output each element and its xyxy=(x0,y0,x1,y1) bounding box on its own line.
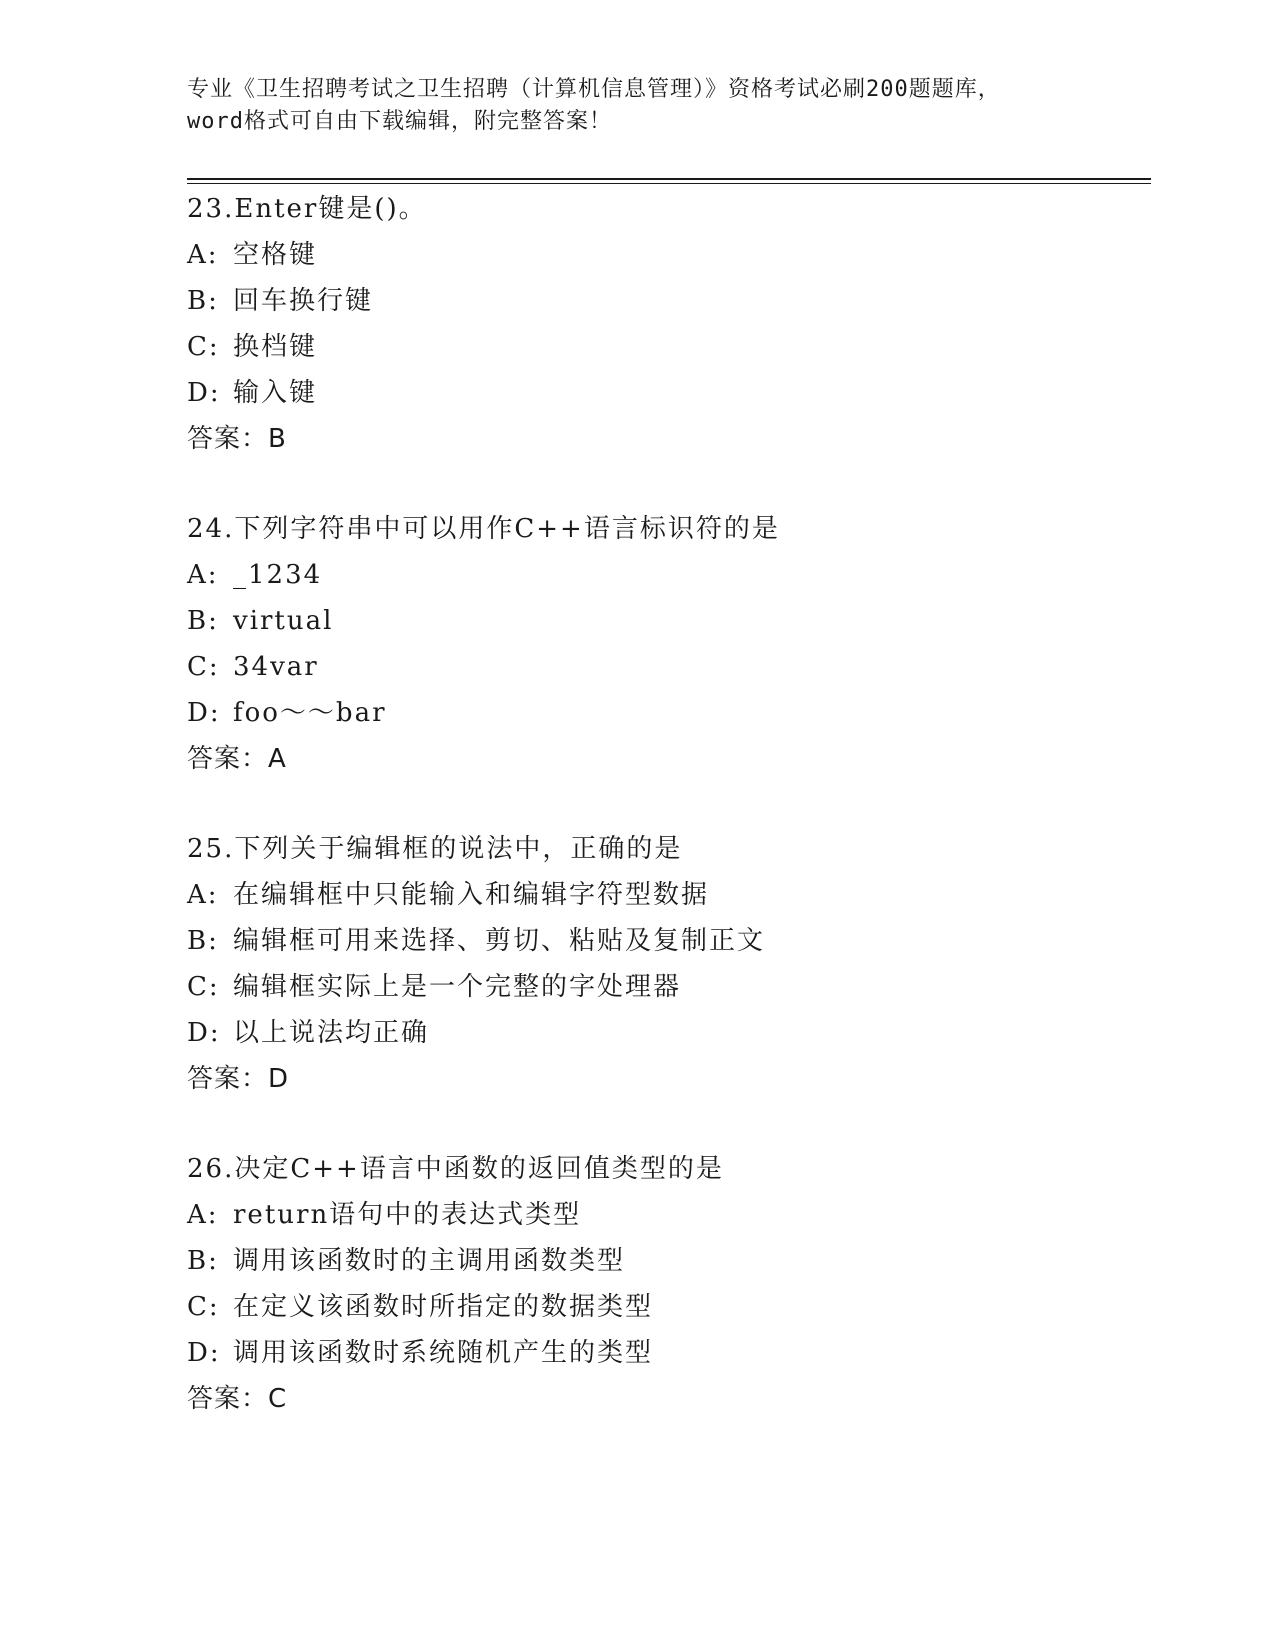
option-key: D: xyxy=(187,1338,221,1368)
question-stem: 26.决定C++语言中函数的返回值类型的是 xyxy=(187,1154,724,1184)
option-text: 在定义该函数时所指定的数据类型 xyxy=(233,1292,654,1322)
option-text: return语句中的表达式类型 xyxy=(233,1200,582,1230)
answer-text: 答案：D xyxy=(187,1064,290,1094)
option-key: D: xyxy=(187,698,221,728)
header-rule-thin xyxy=(187,183,1151,184)
option-a xyxy=(187,232,1147,278)
option-key: B: xyxy=(187,926,219,956)
option-text: 34var xyxy=(233,652,319,682)
option-key: C: xyxy=(187,972,220,1002)
option-text: 编辑框可用来选择、剪切、粘贴及复制正文 xyxy=(233,926,766,956)
option-text: 回车换行键 xyxy=(233,286,374,316)
question-stem: 23.Enter键是()。 xyxy=(187,194,427,224)
option-b xyxy=(187,1238,1147,1284)
option-key: C: xyxy=(187,332,220,362)
option-key: D: xyxy=(187,378,221,408)
option-key: A: xyxy=(187,880,219,910)
header-rule-thick xyxy=(187,178,1151,180)
option-d xyxy=(187,370,1147,416)
option-text: virtual xyxy=(233,606,334,636)
option-d xyxy=(187,1330,1147,1376)
option-text: 调用该函数时的主调用函数类型 xyxy=(233,1246,626,1276)
question-block xyxy=(187,1146,1147,1422)
option-b xyxy=(187,598,1147,644)
option-key: D: xyxy=(187,1018,221,1048)
option-c xyxy=(187,644,1147,690)
option-a xyxy=(187,1192,1147,1238)
option-d xyxy=(187,1010,1147,1056)
option-key: A: xyxy=(187,560,219,590)
option-key: B: xyxy=(187,286,219,316)
option-text: 以上说法均正确 xyxy=(233,1018,430,1048)
answer-text: 答案：B xyxy=(187,424,287,454)
option-text: 换档键 xyxy=(233,332,318,362)
header-line-1: 专业《卫生招聘考试之卫生招聘（计算机信息管理）》资格考试必刷200题题库， xyxy=(187,77,1001,102)
option-a xyxy=(187,872,1147,918)
option-text: 调用该函数时系统随机产生的类型 xyxy=(233,1338,654,1368)
option-b xyxy=(187,918,1147,964)
option-text: 空格键 xyxy=(233,240,318,270)
option-key: B: xyxy=(187,1246,219,1276)
question-block xyxy=(187,186,1147,462)
option-text: 输入键 xyxy=(233,378,318,408)
option-text: 编辑框实际上是一个完整的字处理器 xyxy=(233,972,682,1002)
answer-text: 答案：A xyxy=(187,744,287,774)
option-key: C: xyxy=(187,652,220,682)
option-b xyxy=(187,278,1147,324)
question-block xyxy=(187,826,1147,1102)
option-c xyxy=(187,1284,1147,1330)
option-key: A: xyxy=(187,1200,219,1230)
question-stem: 24.下列字符串中可以用作C++语言标识符的是 xyxy=(187,514,780,544)
option-text: foo～～bar xyxy=(233,698,387,728)
question-block xyxy=(187,506,1147,782)
option-c xyxy=(187,324,1147,370)
option-d xyxy=(187,690,1147,736)
question-stem: 25.下列关于编辑框的说法中，正确的是 xyxy=(187,834,683,864)
option-key: B: xyxy=(187,606,219,636)
option-key: A: xyxy=(187,240,219,270)
option-text: _1234 xyxy=(233,560,323,590)
option-c xyxy=(187,964,1147,1010)
header-line-2: word格式可自由下载编辑，附完整答案！ xyxy=(187,109,612,134)
option-a xyxy=(187,552,1147,598)
option-text: 在编辑框中只能输入和编辑字符型数据 xyxy=(233,880,710,910)
answer-text: 答案：C xyxy=(187,1384,288,1414)
option-key: C: xyxy=(187,1292,220,1322)
document-header xyxy=(187,74,1087,138)
